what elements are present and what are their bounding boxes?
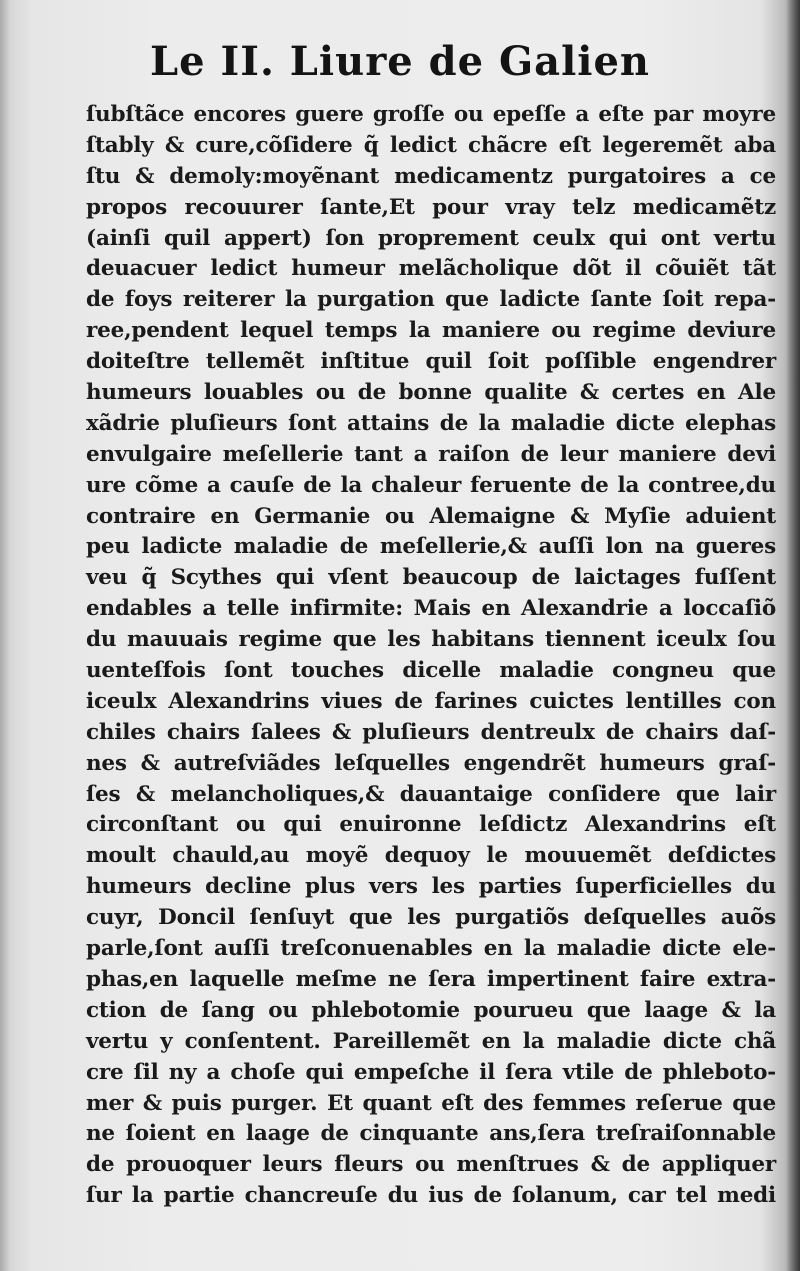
text-line: du mauuais regime que les habitans tiennent iceulx ſou — [86, 627, 776, 653]
text-line: ure cõme a cauſe de la chaleur feruente de la contree,du — [86, 472, 776, 498]
text-line: phas,en laquelle meſme ne ſera impertinent faire extra- — [86, 966, 776, 992]
text-line: iceulx Alexandrins viues de farines cuictes lentilles con — [86, 688, 776, 714]
text-line: propos recouurer ſante,Et pour vray telz medicamẽtz — [86, 194, 776, 220]
text-line: ne ſoient en laage de cinquante ans,ſera treſraiſonnable — [86, 1121, 776, 1147]
page-gutter-shadow — [0, 0, 10, 1271]
text-line: vertu y conſentent. Pareillemẽt en la maladie dicte chã — [86, 1028, 776, 1054]
text-line: ſubſtãce encores guere groſſe ou epeſſe a eſte par moyre — [86, 102, 776, 127]
text-line: circonſtant ou qui enuironne leſdictz Alexandrins eſt — [86, 812, 776, 838]
text-line: endables a telle infirmite: Mais en Alexandrie a loccaſiõ — [86, 596, 776, 622]
text-line: de foys reiterer la purgation que ladicte ſante ſoit repa- — [86, 287, 776, 313]
text-line: humeurs louables ou de bonne qualite & certes en Ale — [86, 380, 776, 406]
body-text — [86, 100, 776, 1212]
text-line: ſtably & cure,cõſidere q̃ ledict chãcre eſt legeremẽt aba — [86, 132, 776, 158]
text-line: peu ladicte maladie de meſellerie,& auſſi lon na gueres — [86, 534, 776, 560]
text-line: moult chauld,au moyẽ dequoy le mouuemẽt deſdictes — [86, 843, 776, 869]
text-line: humeurs decline plus vers les parties ſuperficielles du — [86, 874, 776, 900]
text-line: xãdrie pluſieurs ſont attains de la maladie dicte elephas — [86, 410, 776, 436]
text-line: chiles chairs ſalees & pluſieurs dentreulx de chairs daſ- — [86, 719, 776, 745]
text-line: mer & puis purger. Et quant eſt des femmes reſerue que — [86, 1090, 776, 1116]
text-line: ction de ſang ou phlebotomie pourueu que laage & la — [86, 997, 776, 1023]
text-line: parle,ſont auſſi treſconuenables en la maladie dicte ele- — [86, 936, 776, 962]
text-line: ree,pendent lequel temps la maniere ou regime deviure — [86, 318, 776, 344]
text-line: ſtu & demoly:moyẽnant medicamentz purgatoires a ce — [86, 163, 776, 189]
text-line: ſur la partie chancreuſe du ius de ſolanum, car tel medi — [86, 1183, 776, 1209]
text-line: doiteſtre tellemẽt inſtitue quil ſoit poſſible engendrer — [86, 349, 776, 375]
text-line: de prouoquer leurs fleurs ou menſtrues & de appliquer — [86, 1152, 776, 1178]
text-line: cre ſil ny a choſe qui empeſche il ſera vtile de phleboto- — [86, 1059, 776, 1085]
page-edge-shadow — [786, 0, 800, 1271]
text-line: nes & autreſviãdes leſquelles engendrẽt humeurs graſ- — [86, 750, 776, 776]
text-line: deuacuer ledict humeur melãcholique dõt il cõuiẽt tãt — [86, 256, 776, 282]
text-line: veu q̃ Scythes qui vſent beaucoup de laictages fuſſent — [86, 565, 776, 591]
text-line: (ainſi quil appert) ſon proprement ceulx qui ont vertu — [86, 225, 776, 251]
text-line: envulgaire meſellerie tant a raiſon de leur maniere devi — [86, 441, 776, 467]
running-header: Le II. Liure de Galien — [150, 38, 650, 85]
text-line: uenteſfois ſont touches dicelle maladie congneu que — [86, 658, 776, 684]
text-line: ſes & melancholiques,& dauantaige conſidere que lair — [86, 781, 776, 807]
text-line: cuyr, Doncil ſenſuyt que les purgatiõs deſquelles auõs — [86, 905, 776, 931]
text-line: contraire en Germanie ou Alemaigne & Myſie aduient — [86, 503, 776, 529]
